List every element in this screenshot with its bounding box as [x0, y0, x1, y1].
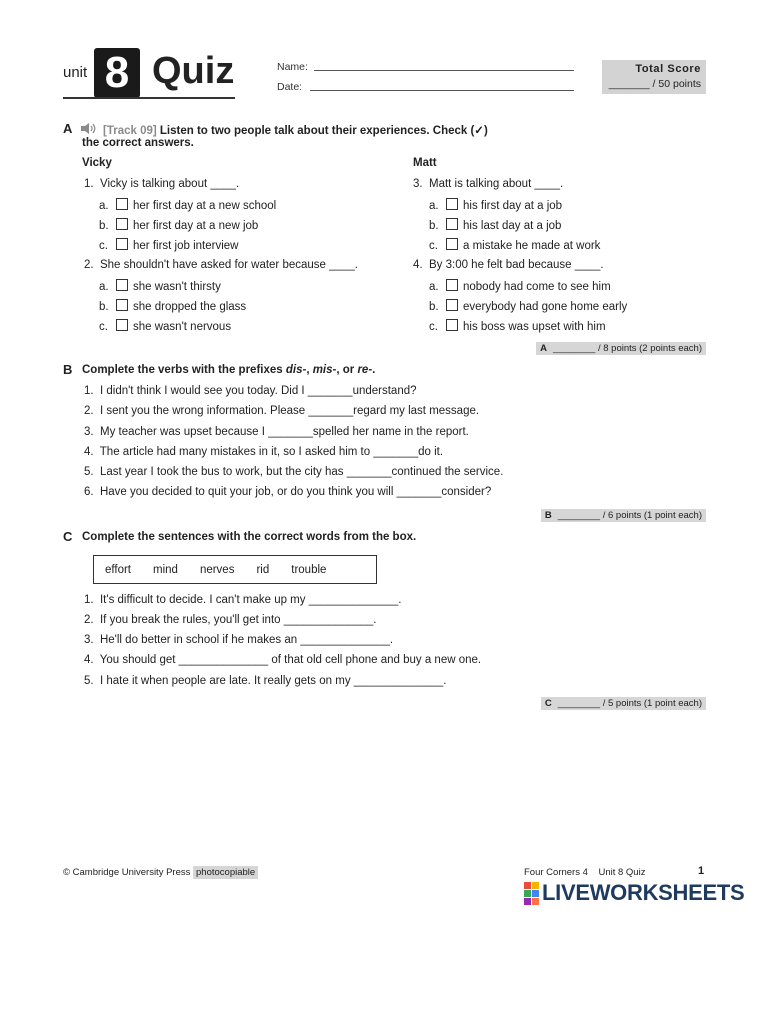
logo-square — [532, 882, 539, 889]
list-item — [84, 426, 469, 438]
option-letter: a. — [429, 281, 439, 293]
list-item — [84, 486, 491, 498]
list-item — [84, 634, 393, 646]
option-letter: a. — [99, 200, 109, 212]
item-number: 3. — [84, 426, 94, 438]
points-letter: C — [544, 698, 552, 709]
checkbox[interactable] — [116, 198, 128, 210]
name-field[interactable] — [314, 70, 574, 71]
points-field[interactable]: ________ / 5 points (1 point each) — [557, 698, 702, 709]
list-item — [84, 446, 443, 458]
checkbox[interactable] — [446, 319, 458, 331]
points-letter: B — [544, 510, 552, 521]
option-text: a mistake he made at work — [463, 240, 601, 252]
book-title: Four Corners 4 — [524, 867, 588, 878]
question-number: 4. — [413, 259, 423, 271]
option-row — [429, 279, 611, 293]
copyright-text: © Cambridge University Press — [63, 867, 191, 878]
option-text: his last day at a job — [463, 220, 562, 232]
total-score-field[interactable]: _______ / 50 points — [608, 78, 701, 90]
instruction-separator: , — [306, 364, 313, 376]
logo-text: LIVEWORKSHEETS — [542, 880, 745, 905]
checkbox[interactable] — [116, 319, 128, 331]
checkbox[interactable] — [116, 238, 128, 250]
option-letter: c. — [429, 240, 438, 252]
name-label: Name: — [277, 61, 308, 73]
option-text: everybody had gone home early — [463, 301, 628, 313]
item-text[interactable]: Have you decided to quit your job, or do you think you will _______consider? — [99, 486, 492, 498]
item-number: 5. — [84, 675, 94, 687]
points-field[interactable]: ________ / 8 points (2 points each) — [553, 343, 702, 354]
list-item — [84, 594, 401, 606]
photocopiable-badge: photocopiable — [193, 866, 258, 879]
option-letter: a. — [99, 281, 109, 293]
option-text: his first day at a job — [463, 200, 563, 212]
option-row — [429, 319, 606, 333]
logo-square — [532, 890, 539, 897]
option-row — [99, 238, 238, 252]
item-text[interactable]: If you break the rules, you'll get into ______________. — [99, 614, 377, 626]
instruction-separator: , or — [336, 364, 358, 376]
question-text: Vicky is talking about ____. — [99, 178, 240, 190]
section-a-instruction-line2: the correct answers. — [82, 137, 194, 149]
option-letter: b. — [429, 220, 439, 232]
column-head-matt: Matt — [413, 157, 437, 169]
logo-grid-icon — [524, 882, 539, 905]
option-row — [99, 218, 258, 232]
total-score-title: Total Score — [635, 63, 701, 75]
page-number: 1 — [698, 865, 705, 877]
section-a-instruction-line1: Listen to two people talk about their experiences. Check (✓) — [159, 125, 488, 137]
option-letter: c. — [99, 321, 108, 333]
question-1 — [84, 178, 239, 190]
option-text: her first job interview — [133, 240, 239, 252]
item-text[interactable]: He'll do better in school if he makes an ______________. — [99, 634, 394, 646]
question-3 — [413, 178, 563, 190]
section-a-letter: A — [63, 121, 73, 136]
option-row — [99, 299, 246, 313]
option-letter: b. — [99, 220, 109, 232]
item-number: 4. — [84, 654, 94, 666]
question-text: By 3:00 he felt bad because ____. — [428, 259, 604, 271]
list-item — [84, 385, 417, 397]
item-text[interactable]: My teacher was upset because I _______spelled her name in the report. — [99, 426, 469, 438]
section-b-points — [541, 509, 706, 522]
logo-square — [524, 890, 531, 897]
option-row — [99, 198, 276, 212]
section-b-instruction — [82, 364, 375, 376]
list-item — [84, 654, 481, 666]
audio-speaker-icon[interactable] — [80, 122, 98, 135]
checkbox[interactable] — [446, 198, 458, 210]
footer-left — [63, 867, 258, 878]
column-head-vicky: Vicky — [82, 157, 112, 169]
list-item — [84, 466, 503, 478]
word-box-item: mind — [153, 563, 178, 576]
option-row — [429, 238, 600, 252]
option-row — [99, 279, 221, 293]
option-text: she wasn't thirsty — [133, 281, 221, 293]
item-number: 2. — [84, 405, 94, 417]
points-field[interactable]: ________ / 6 points (1 point each) — [557, 510, 702, 521]
list-item — [84, 614, 376, 626]
item-text[interactable]: The article had many mistakes in it, so I asked him to _______do it. — [99, 446, 444, 458]
instruction-end: . — [372, 364, 376, 376]
item-number: 5. — [84, 466, 94, 478]
question-number: 2. — [84, 259, 94, 271]
question-text: Matt is talking about ____. — [428, 178, 564, 190]
question-2 — [84, 259, 358, 271]
liveworksheets-logo[interactable] — [524, 880, 744, 906]
prefix-mis: mis- — [312, 364, 337, 376]
item-text[interactable]: I didn't think I would see you today. Did I _______understand? — [99, 385, 417, 397]
option-text: her first day at a new job — [133, 220, 259, 232]
prefix-re: re- — [357, 364, 373, 376]
checkbox[interactable] — [446, 238, 458, 250]
prefix-dis: dis- — [285, 364, 307, 376]
option-letter: c. — [429, 321, 438, 333]
logo-square — [532, 898, 539, 905]
item-number: 4. — [84, 446, 94, 458]
section-a-instruction — [103, 123, 488, 137]
date-field[interactable] — [310, 90, 574, 91]
option-text: nobody had come to see him — [463, 281, 611, 293]
unit-number-badge: 8 — [94, 48, 140, 98]
word-box-item: rid — [256, 563, 270, 576]
option-text: her first day at a new school — [133, 200, 277, 212]
option-text: his boss was upset with him — [463, 321, 606, 333]
question-number: 1. — [84, 178, 94, 190]
unit-label: unit — [63, 64, 88, 81]
checkbox[interactable] — [446, 218, 458, 230]
word-box — [93, 555, 377, 584]
word-box-item: trouble — [291, 563, 327, 576]
list-item — [84, 405, 479, 417]
track-label: [Track 09] — [103, 125, 157, 137]
section-a-points — [536, 342, 706, 355]
section-c-points — [541, 697, 706, 710]
item-text[interactable]: I hate it when people are late. It really gets on my ______________. — [99, 675, 447, 687]
word-box-item: nerves — [199, 563, 235, 576]
total-score-box — [602, 60, 706, 94]
option-row — [429, 299, 627, 313]
unit-quiz-label: Unit 8 Quiz — [598, 867, 646, 878]
item-number: 1. — [84, 385, 94, 397]
logo-square — [524, 882, 531, 889]
word-box-item: effort — [105, 563, 131, 576]
item-text[interactable]: It's difficult to decide. I can't make up my ______________. — [99, 594, 402, 606]
checkbox[interactable] — [446, 279, 458, 291]
checkbox[interactable] — [446, 299, 458, 311]
title-underline — [63, 97, 235, 99]
section-c-letter: C — [63, 529, 73, 544]
checkbox[interactable] — [116, 218, 128, 230]
item-number: 6. — [84, 486, 94, 498]
option-letter: a. — [429, 200, 439, 212]
logo-square — [524, 898, 531, 905]
option-text: she dropped the glass — [133, 301, 247, 313]
option-letter: c. — [99, 240, 108, 252]
option-row — [429, 218, 561, 232]
question-number: 3. — [413, 178, 423, 190]
footer-right — [524, 867, 645, 878]
option-letter: b. — [99, 301, 109, 313]
option-letter: b. — [429, 301, 439, 313]
item-text[interactable]: You should get ______________ of that old cell phone and buy a new one. — [99, 654, 482, 666]
quiz-title: Quiz — [152, 50, 235, 92]
checkbox[interactable] — [116, 279, 128, 291]
checkbox[interactable] — [116, 299, 128, 311]
option-text: she wasn't nervous — [133, 321, 232, 333]
section-c-instruction: Complete the sentences with the correct words from the box. — [82, 531, 417, 543]
question-4 — [413, 259, 604, 271]
question-text: She shouldn't have asked for water because ____. — [99, 259, 358, 271]
date-label: Date: — [277, 81, 303, 93]
item-text[interactable]: I sent you the wrong information. Please _______regard my last message. — [99, 405, 480, 417]
instruction-text: Complete the verbs with the prefixes — [82, 364, 286, 376]
item-number: 2. — [84, 614, 94, 626]
section-b-letter: B — [63, 362, 73, 377]
list-item — [84, 675, 447, 687]
option-row — [429, 198, 562, 212]
points-letter: A — [540, 343, 548, 354]
item-number: 1. — [84, 594, 94, 606]
item-number: 3. — [84, 634, 94, 646]
item-text[interactable]: Last year I took the bus to work, but the city has _______continued the service. — [99, 466, 504, 478]
option-row — [99, 319, 231, 333]
